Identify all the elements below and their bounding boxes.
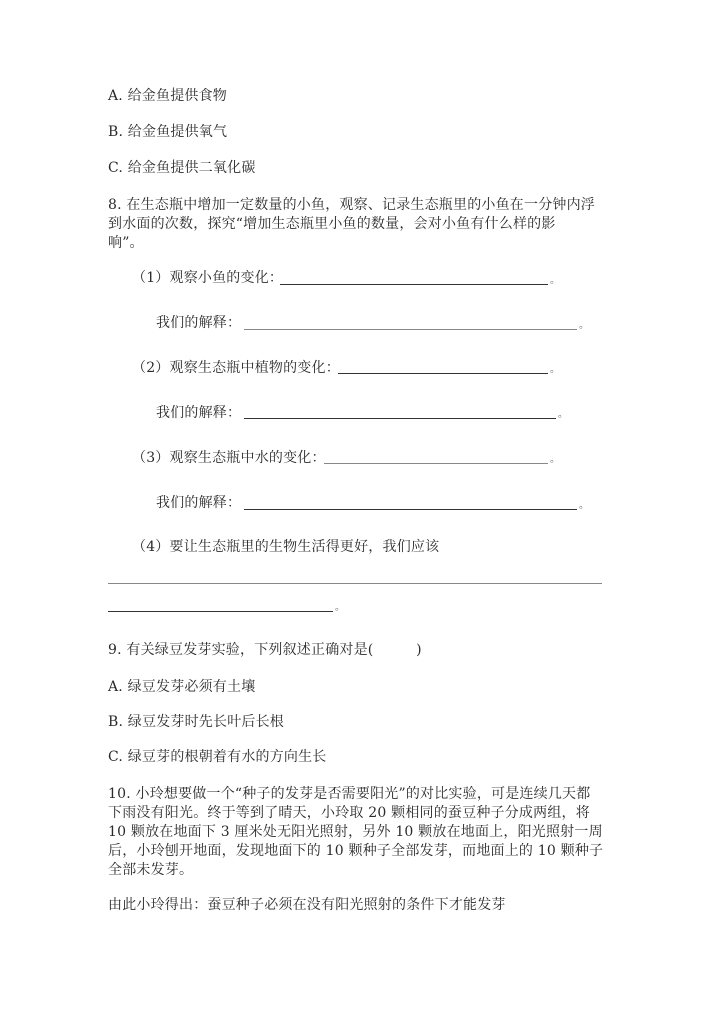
q10-line3: 10 颗放在地面下 3 厘米处无阳光照射，另外 10 颗放在地面上，阳光照射一周 [108, 824, 603, 840]
q10-line1: 10. 小玲想要做一个“种子的发芽是否需要阳光”的对比实验，可是连续几天都 [108, 786, 591, 802]
q8-part1-explain-label: 我们的解释： [156, 315, 242, 331]
q8-part2-explain-blank[interactable] [244, 418, 556, 419]
q8-part3-explain-label: 我们的解释： [156, 495, 242, 511]
period: 。 [550, 454, 560, 465]
q10-line5: 全部未发芽。 [108, 862, 194, 878]
period: 。 [550, 364, 560, 375]
q10-line4: 后，小玲刨开地面，发现地面下的 10 颗种子全部发芽，而地面上的 10 颗种子 [108, 843, 604, 859]
q8-part4-answer-blank-line2[interactable] [108, 611, 333, 612]
q8-part2-explain-label: 我们的解释： [156, 405, 242, 421]
q8-stem-line2: 到水面的次数，探究“增加生态瓶里小鱼的数量，会对小鱼有什么样的影 [108, 216, 556, 232]
q8-part4-answer-blank-line1[interactable] [108, 583, 602, 584]
q10-conclusion: 由此小玲得出：蚕豆种子必须在没有阳光照射的条件下才能发芽 [108, 897, 506, 913]
q8-stem-line1: 8. 在生态瓶中增加一定数量的小鱼，观察、记录生态瓶里的小鱼在一分钟内浮 [108, 197, 596, 213]
q7-option-b: B. 给金鱼提供氧气 [108, 124, 228, 140]
period: 。 [550, 275, 560, 286]
period: 。 [579, 500, 589, 511]
q8-part4-label: （4）要让生态瓶里的生物生活得更好，我们应该 [132, 539, 440, 555]
period: 。 [335, 602, 345, 613]
q7-option-a: A. 给金鱼提供食物 [108, 88, 228, 104]
q8-part3-explain-blank[interactable] [244, 509, 577, 510]
period: 。 [579, 320, 589, 331]
q8-part1-answer-blank[interactable] [280, 284, 548, 285]
q8-part3-label: （3）观察生态瓶中水的变化： [132, 450, 326, 466]
q8-stem-line3: 响”。 [108, 235, 144, 251]
q8-part1-explain-blank[interactable] [244, 329, 577, 330]
q7-option-c: C. 给金鱼提供二氧化碳 [108, 160, 256, 176]
q9-stem: 9. 有关绿豆发芽实验，下列叙述正确对是( ) [108, 642, 422, 658]
q8-part2-answer-blank[interactable] [338, 373, 548, 374]
q8-part2-label: （2）观察生态瓶中植物的变化： [132, 360, 340, 376]
q8-part1-label: （1）观察小鱼的变化： [132, 270, 284, 286]
q9-option-b: B. 绿豆发芽时先长叶后长根 [108, 714, 284, 730]
q10-line2: 下雨没有阳光。终于等到了晴天，小玲取 20 颗相同的蚕豆种子分成两组，将 [108, 805, 590, 821]
q8-part3-answer-blank[interactable] [324, 463, 548, 464]
q9-option-a: A. 绿豆发芽必须有土壤 [108, 679, 256, 695]
q9-option-c: C. 绿豆芽的根朝着有水的方向生长 [108, 749, 327, 765]
period: 。 [558, 409, 568, 420]
